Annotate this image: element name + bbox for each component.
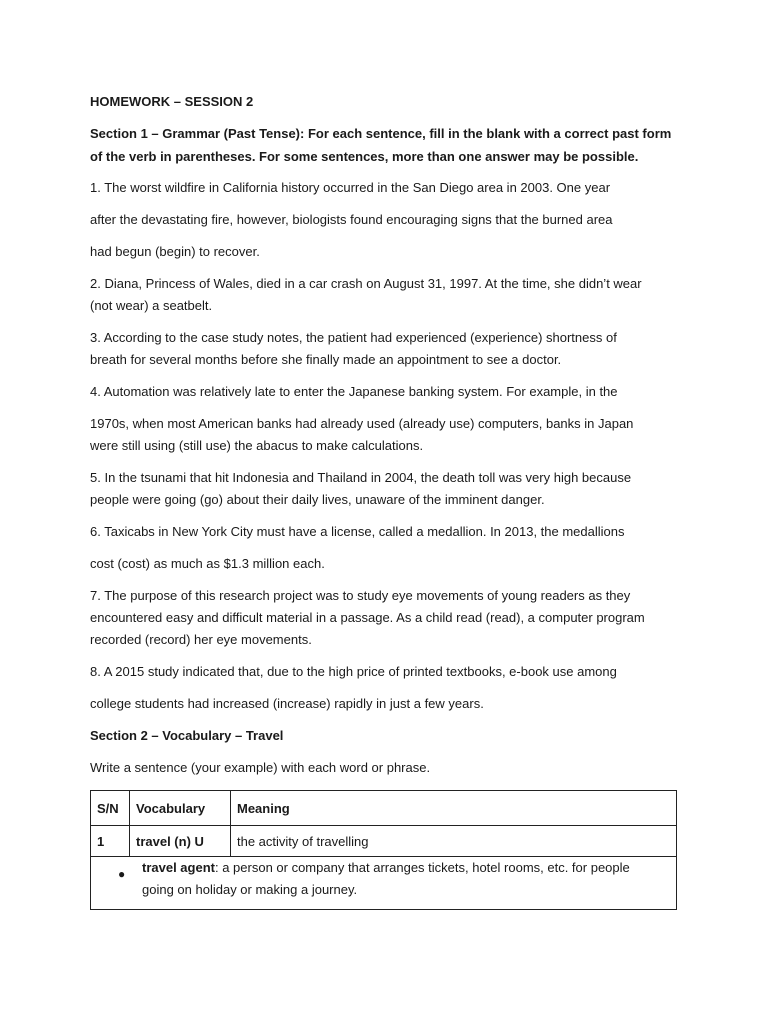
- table-bullet-row: [91, 857, 676, 910]
- item8-line1: 8. A 2015 study indicated that, due to the high price of printed textbooks, e-book use among: [90, 664, 617, 679]
- bullet-term: travel agent: [142, 860, 215, 875]
- header-vocabulary: Vocabulary: [130, 791, 231, 825]
- row-meaning: the activity of travelling: [237, 833, 369, 849]
- item1-line3: had begun (begin) to recover.: [90, 244, 260, 259]
- section1-title-line1: Section 1 – Grammar (Past Tense): For each sentence, fill in the blank with a correct past form: [90, 126, 672, 141]
- item5-line1: 5. In the tsunami that hit Indonesia and Thailand in 2004, the death toll was very high because: [90, 470, 632, 485]
- row-vocabulary: travel (n) U: [130, 826, 231, 856]
- bullet-icon: ●: [118, 867, 126, 881]
- header-sn: S/N: [91, 791, 130, 825]
- item3-line2: breath for several months before she finally made an appointment to see a doctor.: [90, 352, 562, 367]
- section2-title: Section 2 – Vocabulary – Travel: [90, 728, 284, 743]
- row-sn: 1: [91, 826, 130, 856]
- item4-line1: 4. Automation was relatively late to enter the Japanese banking system. For example, in the: [90, 384, 618, 399]
- bullet-definition-line2: going on holiday or making a journey.: [142, 882, 358, 897]
- vocabulary-table: [90, 790, 677, 910]
- table-header-row: [91, 791, 676, 826]
- item5-line2: people were going (go) about their daily lives, unaware of the imminent danger.: [90, 492, 545, 507]
- item2-line1: 2. Diana, Princess of Wales, died in a car crash on August 31, 1997. At the time, she didn’t wear: [90, 276, 642, 291]
- item3-line1: 3. According to the case study notes, the patient had experienced (experience) shortness of: [90, 330, 617, 345]
- item6-line2: cost (cost) as much as $1.3 million each.: [90, 556, 325, 571]
- item2-line2: (not wear) a seatbelt.: [90, 298, 213, 313]
- section1-title-line2: of the verb in parentheses. For some sentences, more than one answer may be possible.: [90, 149, 639, 164]
- item1-line1: 1. The worst wildfire in California history occurred in the San Diego area in 2003. One year: [90, 180, 611, 195]
- item1-line2: after the devastating fire, however, biologists found encouraging signs that the burned area: [90, 212, 613, 227]
- item7-line2: encountered easy and difficult material in a passage. As a child read (read), a computer program: [90, 610, 645, 625]
- item4-line2: 1970s, when most American banks had already used (already use) computers, banks in Japan: [90, 416, 634, 431]
- page-heading: HOMEWORK – SESSION 2: [90, 94, 254, 109]
- item4-line3: were still using (still use) the abacus to make calculations.: [90, 438, 424, 453]
- bullet-definition-line1: : a person or company that arranges tickets, hotel rooms, etc. for people: [214, 860, 630, 875]
- item7-line1: 7. The purpose of this research project was to study eye movements of young readers as they: [90, 588, 631, 603]
- table-row: [91, 826, 676, 857]
- item8-line2: college students had increased (increase) rapidly in just a few years.: [90, 696, 484, 711]
- section2-instruction: Write a sentence (your example) with each word or phrase.: [90, 760, 431, 775]
- bullet-text: [142, 857, 667, 901]
- item7-line3: recorded (record) her eye movements.: [90, 632, 312, 647]
- header-meaning: Meaning: [237, 800, 290, 816]
- item6-line1: 6. Taxicabs in New York City must have a license, called a medallion. In 2013, the medallions: [90, 524, 625, 539]
